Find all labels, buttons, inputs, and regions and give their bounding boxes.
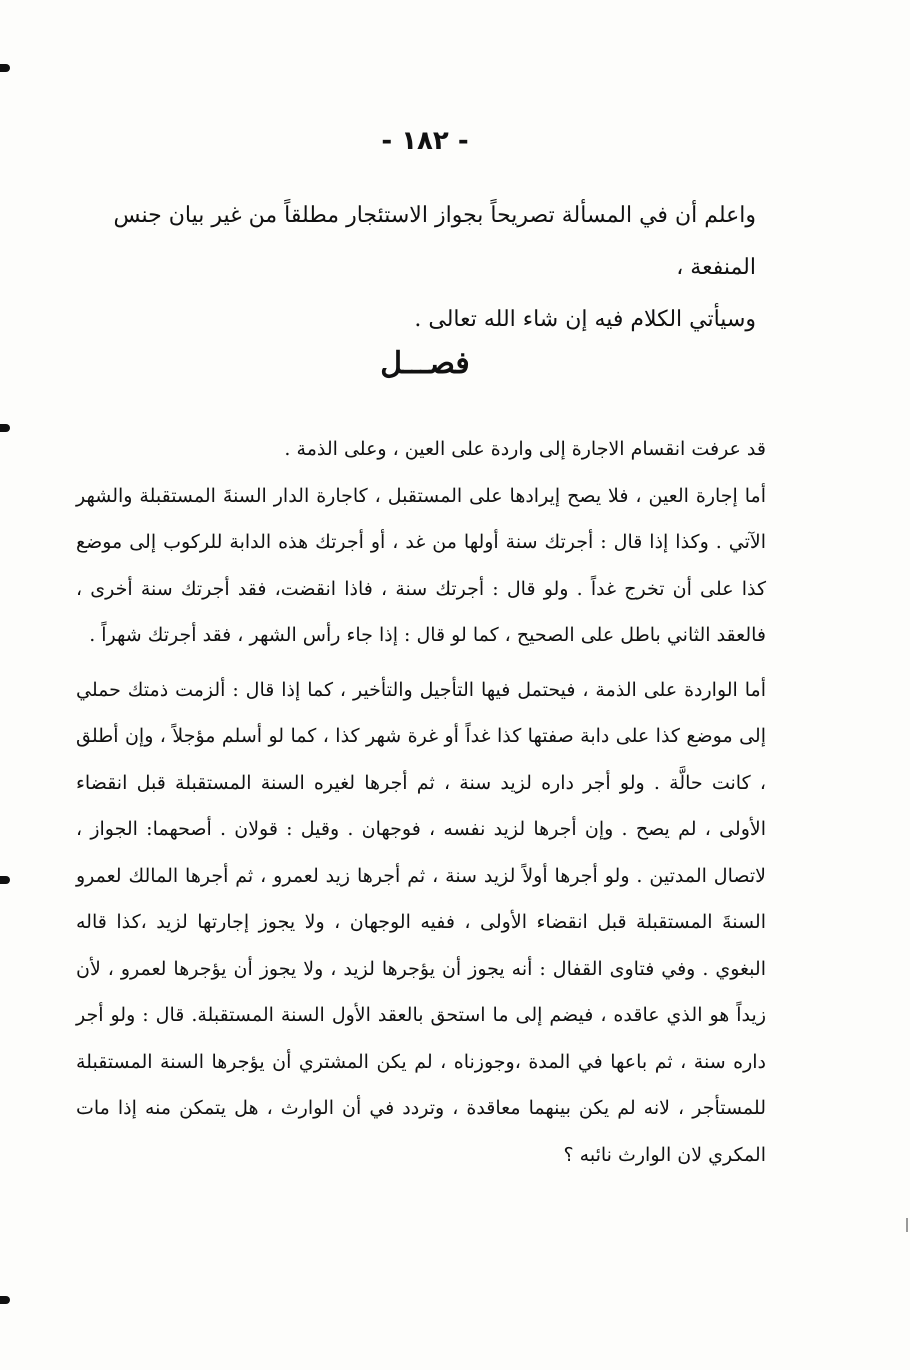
edge-tick xyxy=(906,1218,908,1232)
intro-text xyxy=(60,190,756,346)
paragraph: أما إجارة العين ، فلا يصح إيرادها على المستقبل ، كاجارة الدار السنةَ المستقبلة والشهر الآتي . وكذا إذا قال : أجرتك سنة أولها من غد ، أو أجرتك هذه الدابة للركوب إلى موضع كذا على أن تخرج غداً . ولو قال : أجرتك سنة ، فاذا انقضت، فقد أجرتك سنة أخرى ، فالعقد الثاني باطل على الصحيح ، كما لو قال : إذا جاء رأس الشهر ، فقد أجرتك شهراً . xyxy=(76,484,766,646)
section-heading: فصـــل xyxy=(380,346,470,381)
intro-line: واعلم أن في المسألة تصريحاً بجواز الاستئجار مطلقاً من غير بيان جنس المنفعة ، xyxy=(113,203,756,280)
page-number: - ١٨٢ - xyxy=(381,126,469,156)
margin-mark xyxy=(0,64,10,72)
paragraph: قد عرفت انقسام الاجارة إلى واردة على العين ، وعلى الذمة . xyxy=(284,438,766,460)
body-text xyxy=(76,426,766,1178)
margin-mark xyxy=(0,876,10,884)
intro-line: وسيأتي الكلام فيه إن شاء الله تعالى . xyxy=(414,307,756,332)
paragraph: أما الواردة على الذمة ، فيحتمل فيها التأجيل والتأخير ، كما إذا قال : ألزمت ذمتك حملي إلى موضع كذا على دابة صفتها كذا غداً أو غرة شهر كذا ، كما لو أسلم مؤجلاً ، وإن أطلق ، كانت حالَّة . ولو أجر داره لزيد سنة ، ثم أجرها لغيره السنة المستقبلة قبل انقضاء الأولى ، لم يصح . وإن أجرها لزيد نفسه ، فوجهان . وقيل : قولان . أصحهما: الجواز ، لاتصال المدتين . ولو أجرها أولاً لزيد سنة ، ثم أجرها زيد لعمرو ، ثم أجرها المالك لعمرو السنةَ المستقبلة قبل انقضاء الأولى ، ففيه الوجهان ، ولا يجوز إجارتها لزيد ،كذا قاله البغوي . وفي فتاوى القفال : أنه يجوز أن يؤجرها لزيد ، ولا يجوز أن يؤجرها لعمرو ، لأن زيداً هو الذي عاقده ، فيضم إلى ما استحق بالعقد الأول السنة المستقبلة. قال : ولو أجر داره سنة ، ثم باعها في المدة ،وجوزناه ، لم يكن المشتري أن يؤجرها السنة المستقبلة للمستأجر ، لانه لم يكن بينهما معاقدة ، وتردد في أن الوارث ، هل يتمكن منه إذا مات المكري لان الوارث نائبه ؟ xyxy=(76,678,766,1166)
margin-mark xyxy=(0,1296,10,1304)
margin-mark xyxy=(0,424,10,432)
